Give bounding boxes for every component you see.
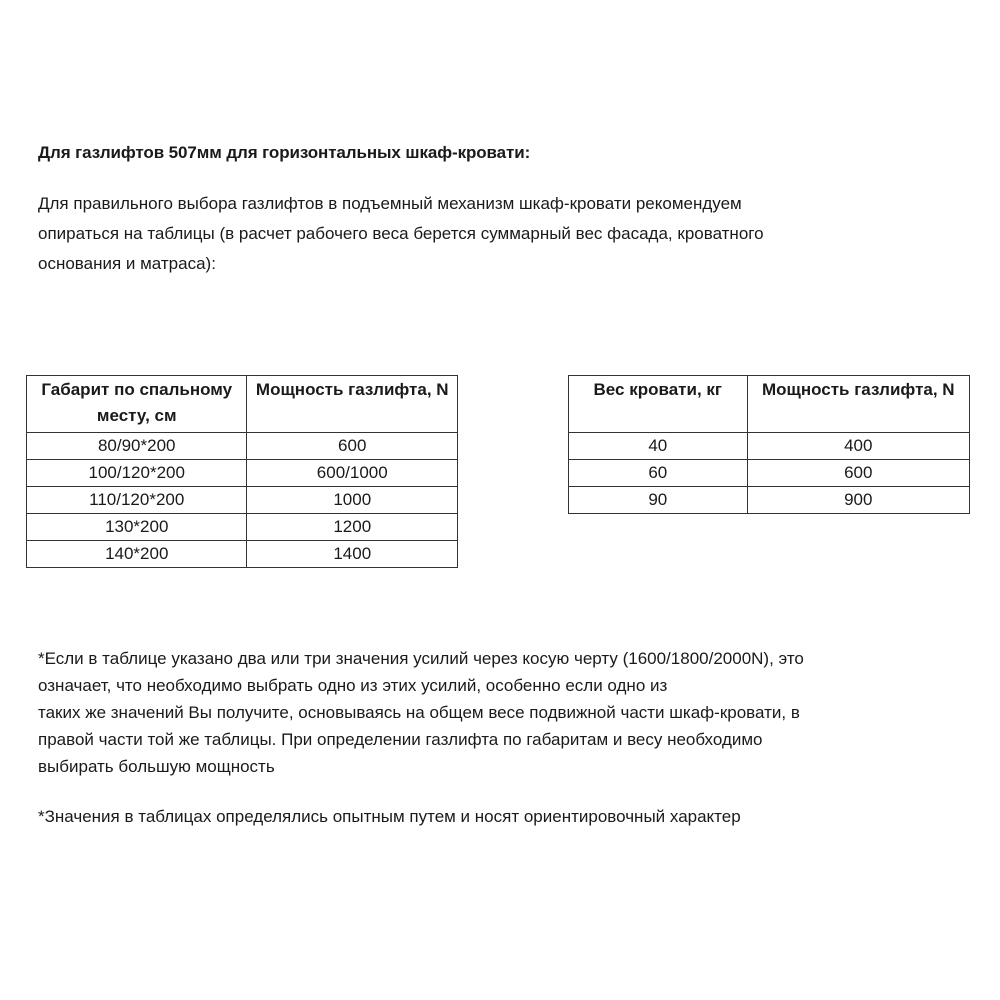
- table-row: [569, 433, 970, 460]
- footnote-line: выбирать большую мощность: [38, 757, 275, 776]
- intro-line: Для правильного выбора газлифтов в подъемный механизм шкаф-кровати рекомендуем: [38, 194, 742, 213]
- cell-power: 1400: [247, 541, 458, 568]
- table-row: [27, 460, 458, 487]
- table-header-row: [569, 376, 970, 433]
- cell-power: 900: [747, 487, 969, 514]
- header-weight: Вес кровати, кг: [569, 376, 748, 433]
- header-size: Габарит по спальному месту, см: [27, 376, 247, 433]
- table-row: [27, 487, 458, 514]
- footnote-approximate: *Значения в таблицах определялись опытным путем и носят ориентировочный характер: [38, 807, 741, 826]
- cell-size: 130*200: [27, 514, 247, 541]
- page-heading: Для газлифтов 507мм для горизонтальных шкаф-кровати:: [38, 143, 531, 162]
- cell-power: 1200: [247, 514, 458, 541]
- footnote-multiple-values: [38, 645, 968, 780]
- cell-power: 400: [747, 433, 969, 460]
- cell-weight: 90: [569, 487, 748, 514]
- size-power-table: [26, 375, 458, 568]
- cell-power: 600: [247, 433, 458, 460]
- header-power: Мощность газлифта, N: [747, 376, 969, 433]
- table-header-row: [27, 376, 458, 433]
- table-row: [27, 514, 458, 541]
- cell-size: 80/90*200: [27, 433, 247, 460]
- cell-size: 100/120*200: [27, 460, 247, 487]
- cell-power: 600/1000: [247, 460, 458, 487]
- cell-weight: 40: [569, 433, 748, 460]
- table-row: [27, 541, 458, 568]
- footnote-line: правой части той же таблицы. При определении газлифта по габаритам и весу необходимо: [38, 730, 763, 749]
- intro-line: основания и матраса):: [38, 254, 216, 273]
- header-power: Мощность газлифта, N: [247, 376, 458, 433]
- table-row: [569, 487, 970, 514]
- intro-paragraph: [38, 189, 938, 279]
- weight-power-table: [568, 375, 970, 514]
- table-row: [569, 460, 970, 487]
- table-row: [27, 433, 458, 460]
- cell-size: 140*200: [27, 541, 247, 568]
- cell-power: 1000: [247, 487, 458, 514]
- footnote-line: означает, что необходимо выбрать одно из этих усилий, особенно если одно из: [38, 676, 668, 695]
- footnote-line: *Если в таблице указано два или три значения усилий через косую черту (1600/1800/2000N), это: [38, 649, 804, 668]
- intro-line: опираться на таблицы (в расчет рабочего веса берется суммарный вес фасада, кроватного: [38, 224, 764, 243]
- cell-size: 110/120*200: [27, 487, 247, 514]
- footnote-line: таких же значений Вы получите, основываясь на общем весе подвижной части шкаф-кровати, в: [38, 703, 800, 722]
- cell-weight: 60: [569, 460, 748, 487]
- cell-power: 600: [747, 460, 969, 487]
